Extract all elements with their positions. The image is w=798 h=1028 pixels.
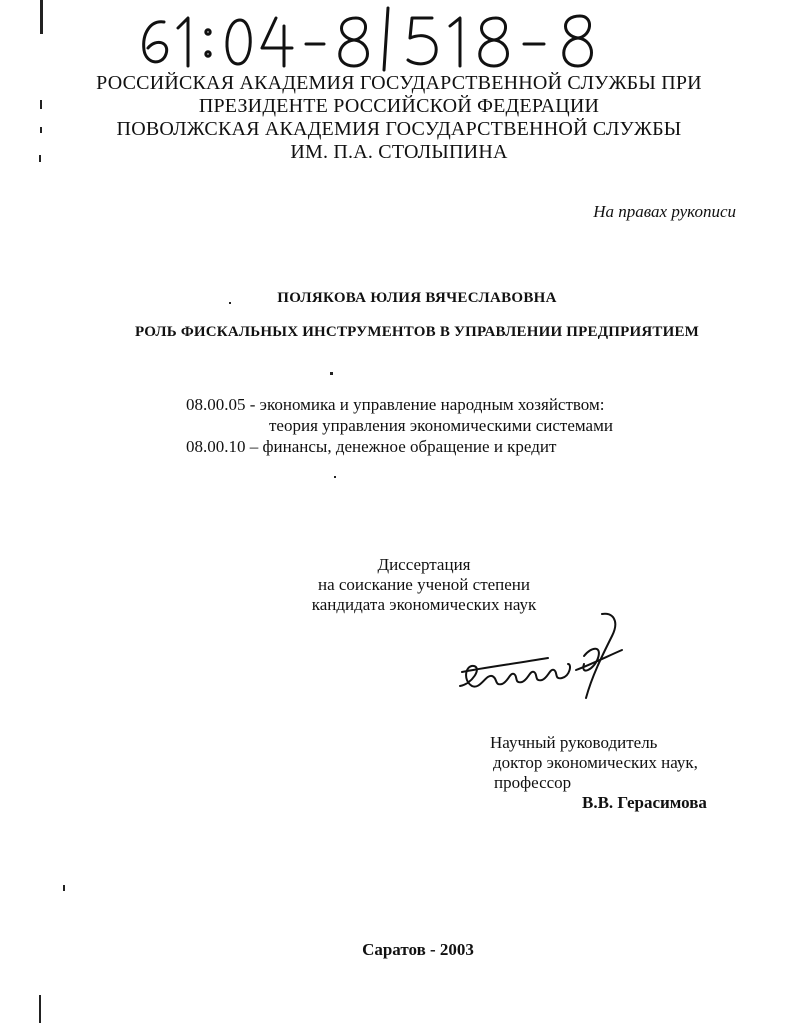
- scan-mark: [40, 100, 42, 109]
- city-year: Саратов - 2003: [362, 940, 474, 959]
- supervisor-role: Научный руководитель: [490, 733, 658, 752]
- scan-mark: [39, 995, 41, 1023]
- degree-statement: [0, 555, 798, 615]
- specialty-item: [186, 394, 613, 415]
- degree-line: Диссертация: [377, 555, 471, 574]
- manuscript-rights-note: На правах рукописи: [593, 202, 736, 221]
- scan-mark: [334, 476, 336, 478]
- specialty-name: экономика и управление народным хозяйством:: [259, 395, 605, 414]
- specialty-list: [186, 394, 613, 457]
- scan-mark: [40, 0, 43, 34]
- organization-header: [0, 72, 798, 164]
- supervisor-name: В.В. Герасимова: [582, 793, 707, 812]
- specialty-separator: -: [245, 395, 260, 414]
- degree-line: на соискание ученой степени: [317, 575, 531, 594]
- specialty-item: [186, 436, 613, 457]
- supervisor-block: [490, 733, 707, 813]
- scan-mark: [229, 302, 231, 304]
- organization-line: РОССИЙСКАЯ АКАДЕМИЯ ГОСУДАРСТВЕННОЙ СЛУЖБЫ ПРИ: [96, 72, 702, 94]
- specialty-name: финансы, денежное обращение и кредит: [262, 437, 557, 456]
- degree-line: кандидата экономических наук: [311, 595, 537, 614]
- author-name: ПОЛЯКОВА ЮЛИЯ ВЯЧЕСЛАВОВНА: [277, 290, 557, 306]
- specialty-code: 08.00.05: [186, 395, 246, 414]
- supervisor-degree: доктор экономических наук,: [493, 753, 698, 772]
- thesis-title: РОЛЬ ФИСКАЛЬНЫХ ИНСТРУМЕНТОВ В УПРАВЛЕНИИ ПРЕДПРИЯТИЕМ: [134, 324, 700, 340]
- scan-mark: [330, 372, 333, 375]
- specialty-code: 08.00.10: [186, 437, 246, 456]
- scan-mark: [39, 155, 41, 162]
- organization-line: ИМ. П.А. СТОЛЫПИНА: [290, 141, 508, 163]
- handwritten-signature: [452, 606, 632, 706]
- scan-mark: [63, 885, 65, 891]
- organization-line: ПОВОЛЖСКАЯ АКАДЕМИЯ ГОСУДАРСТВЕННОЙ СЛУЖБЫ: [116, 118, 682, 140]
- specialty-separator: –: [245, 437, 263, 456]
- specialty-continuation: теория управления экономическими системами: [269, 416, 613, 435]
- organization-line: ПРЕЗИДЕНТЕ РОССИЙСКОЙ ФЕДЕРАЦИИ: [198, 95, 600, 117]
- scan-mark: [40, 127, 42, 133]
- handwritten-catalog-number: [120, 4, 680, 74]
- supervisor-rank: профессор: [494, 773, 572, 792]
